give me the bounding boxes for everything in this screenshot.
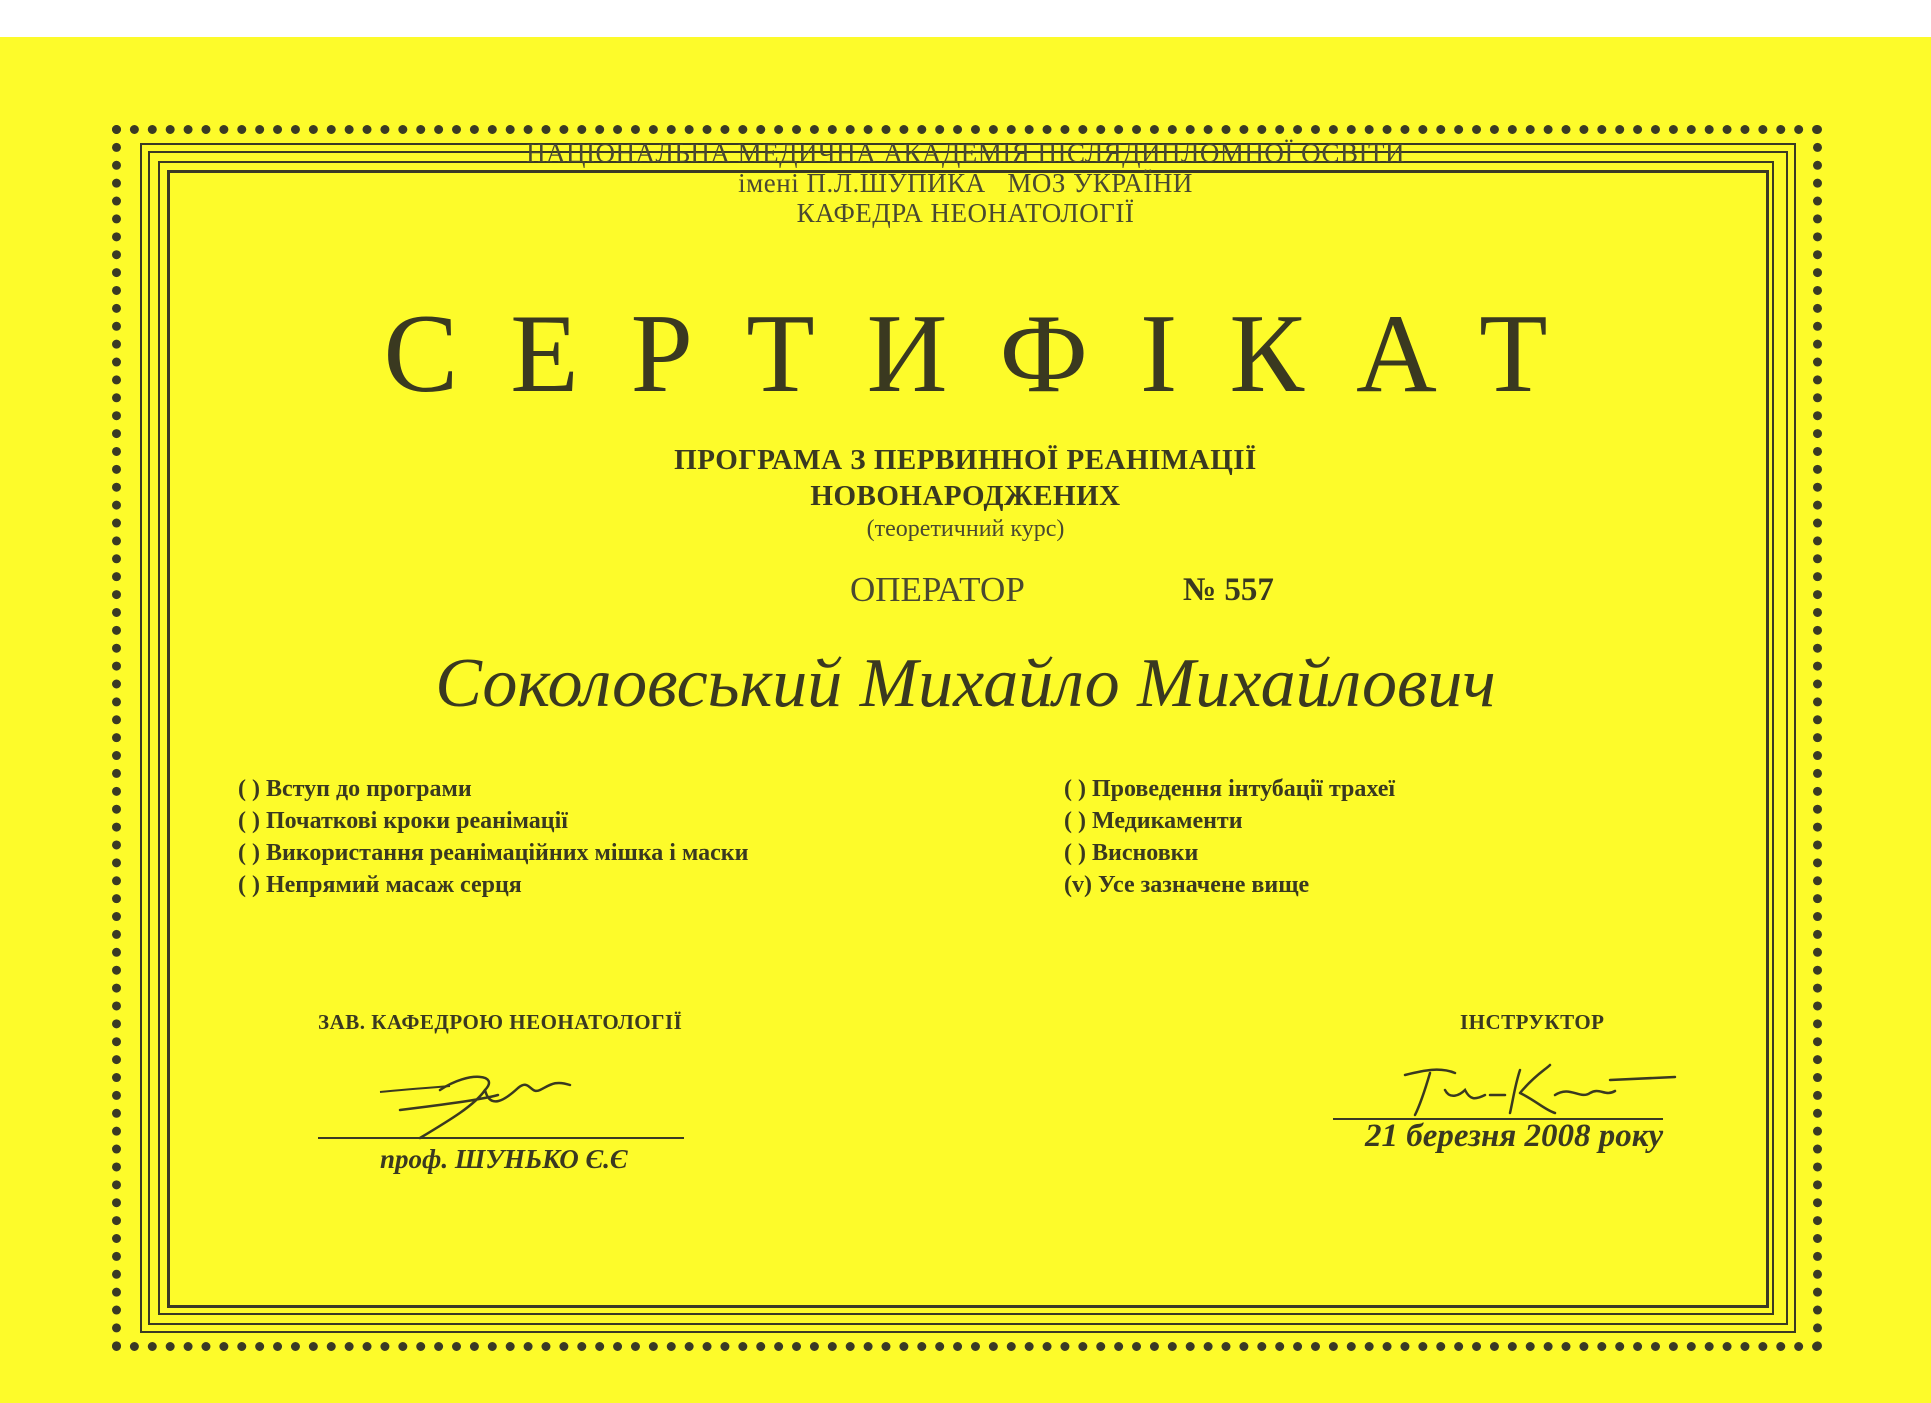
topic-item: ( ) Початкові кроки реанімації bbox=[238, 808, 568, 834]
signature-line bbox=[318, 1137, 684, 1139]
topic-item: ( ) Проведення інтубації трахеї bbox=[1064, 776, 1396, 802]
issue-date: 21 березня 2008 року bbox=[1365, 1118, 1664, 1154]
academy-subtitle: імені П.Л.ШУПИКА МОЗ УКРАЇНИ bbox=[738, 168, 1193, 198]
topic-item: ( ) Використання реанімаційних мішка і маски bbox=[238, 840, 749, 866]
program-title-line2: НОВОНАРОДЖЕНИХ bbox=[810, 480, 1121, 512]
topic-item: (v) Усе зазначене вище bbox=[1064, 872, 1310, 898]
topic-item: ( ) Непрямий масаж серця bbox=[238, 872, 522, 898]
instructor-label: ІНСТРУКТОР bbox=[1460, 1010, 1605, 1034]
program-title-line1: ПРОГРАМА З ПЕРВИННОЇ РЕАНІМАЦІЇ bbox=[674, 444, 1257, 476]
operator-label: ОПЕРАТОР bbox=[850, 570, 1025, 609]
head-of-department-label: ЗАВ. КАФЕДРОЮ НЕОНАТОЛОГІЇ bbox=[318, 1010, 683, 1034]
topic-item: ( ) Висновки bbox=[1064, 840, 1199, 866]
topic-item: ( ) Медикаменти bbox=[1064, 808, 1243, 834]
right-signature bbox=[1395, 1055, 1695, 1125]
certificate-title: СЕРТИФІКАТ bbox=[383, 292, 1600, 416]
certificate-number: № 557 bbox=[1183, 572, 1274, 608]
course-type: (теоретичний курс) bbox=[866, 516, 1065, 542]
left-signature bbox=[380, 1050, 600, 1150]
department-name: КАФЕДРА НЕОНАТОЛОГІЇ bbox=[796, 198, 1135, 228]
head-of-department-name: проф. ШУНЬКО Є.Є bbox=[380, 1144, 628, 1174]
academy-name: НАЦІОНАЛЬНА МЕДИЧНА АКАДЕМІЯ ПІСЛЯДИПЛОМНОЇ ОСВІТИ bbox=[526, 138, 1405, 168]
recipient-name: Соколовський Михайло Михайлович bbox=[435, 645, 1496, 722]
topic-item: ( ) Вступ до програми bbox=[238, 776, 472, 802]
